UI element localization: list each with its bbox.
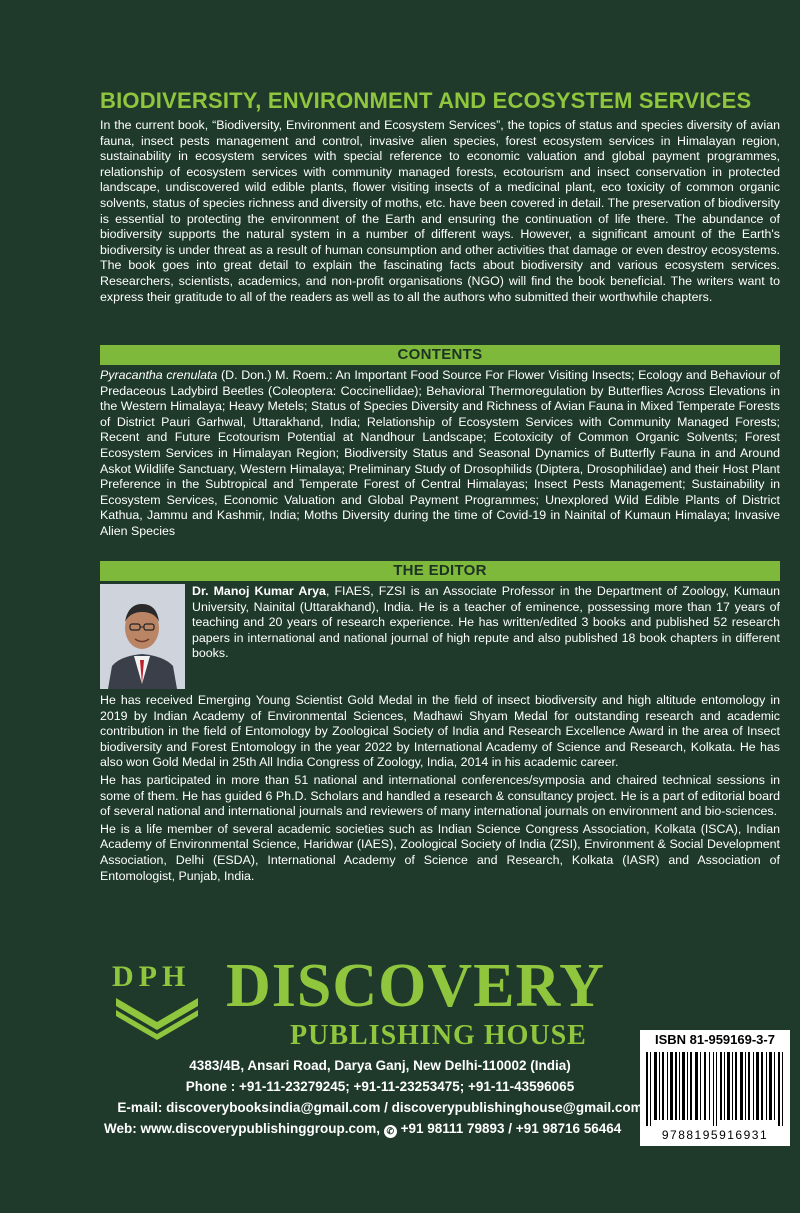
book-description: In the current book, “Biodiversity, Environment and Ecosystem Services”, the topics of status and species diversity of avian fauna, insect pests management and control, invasive alien species, forest ecosystem services in Himalayan region, sustainability in ecosystem services with special reference to economic valuation and global payment programmes, relationship of ecosystem services with community managed forests, ecotourism and insect conservation in protected landscape, undiscovered wild edible plants, flower visiting insects of a medicinal plant, eco toxicity of common organic solvents, status of species richness and diversity of moths, etc. have been covered in detail. The preservation of biodiversity is essential to protecting the environment of the Earth and ensuring the continuation of life there. The abundance of biodiversity supports the natural system in a number of different ways. However, a significant amount of the Earth's biodiversity is under threat as a result of human consumption and other activities that damage or even destroy ecosystems. The book goes into great detail to explain the fascinating facts about biodiversity and various ecosystem services. Researchers, scientists, academics, and non-profit organisations (NGO) will find the book beneficial. The writers want to express their gratitude to all of the readers as well as to all the authors who submitted their worthwhile chapters. (100, 118, 780, 304)
editor-name: Dr. Manoj Kumar Arya (192, 584, 326, 598)
publisher-book-icon (112, 996, 202, 1040)
editor-bio-4: He is a life member of several academic societies such as Indian Science Congress Association, Kolkata (ISCA), Indian Academy of Environmental Science, Haridwar (IAES), Zoological Society of India (ZSI), Environment & Social Development Association, Delhi (ESDA), International Academy of Science and Research, Kolkata (IASR) and Association of Entomologist, Punjab, India. (100, 821, 780, 883)
publisher-whatsapp: +91 98111 79893 / +91 98716 56464 (400, 1121, 622, 1136)
publisher-phone: Phone : +91-11-23279245; +91-11-23253475; +91-11-43596065 (185, 1079, 575, 1094)
publisher-web-line (104, 1121, 664, 1138)
contents-list (100, 368, 780, 540)
editor-bio-1: , FIAES, FZSI is an Associate Professor in the Department of Zoology, Kumaun University, Nainital (Uttarakhand), India. He is a teacher of eminence, possessing more than 17 years of teaching and 20 years of research experience. He has written/edited 3 books and published 52 research papers in international and national journal of high repute and also published 18 book chapters in different books. (192, 584, 780, 661)
contents-text: (D. Don.) M. Roem.: An Important Food Source For Flower Visiting Insects; Ecology and Behaviour of Predaceous Ladybird Beetles (Coleoptera: Coccinellidae); Behavioral Thermoregulation by Butterflies Across Elevations in the Western Himalaya; Heavy Metels; Status of Species Diversity and Richness of Avian Fauna in Mixed Temperate Forests of District Pauri Garhwal, Uttarakhand, India; Relationship of Ecosystem Services with Community Managed Forests; Recent and Future Ecotourism Potential at Nandhour Landscape; Ecotoxicity of Common Organic Solvents; Forest Ecosystem Services in Himalayan Region; Biodiversity Status and Seasonal Dynamics of Butterfly Fauna in and Around Askot Wildlife Sanctuary, Western Himalaya; Preliminary Study of Drosophilids (Diptera, Drosophilidae) and their Host Plant Preference in the Subtropical and Temperate Forest of Central Himalayas; Insect Pests Management; Sustainability in Ecosystem Services, Economic Valuation and Global Payment Programmes; Unexplored Wild Edible Plants of District Kathua, Jammu and Kashmir, India; Moths Diversity during the time of Covid-19 in Nainital of Kumaun Himalaya; Invasive Alien Species (100, 368, 780, 538)
publisher-web: Web: www.discoverypublishinggroup.com, (104, 1121, 381, 1136)
editor-bio-3: He has participated in more than 51 national and international conferences/symposia and chaired technical sessions in some of them. He has guided 6 Ph.D. Scholars and handled a research & consultancy project. He is a part of editorial board of several national and international journals and reviewers of many international journals on environment and bio-sciences. (100, 772, 780, 819)
editor-photo (100, 584, 185, 689)
barcode-icon (646, 1052, 784, 1126)
publisher-name: DISCOVERY (226, 952, 605, 1020)
book-title: BIODIVERSITY, ENVIRONMENT AND ECOSYSTEM SERVICES (100, 88, 752, 113)
isbn-barcode-number: 9788195916931 (661, 1128, 769, 1142)
editor-intro (192, 584, 780, 662)
isbn-label: ISBN 81-959169-3-7 (655, 1032, 775, 1047)
publisher-logo-abbr: DPH (112, 960, 191, 993)
editor-bio-rest (100, 693, 780, 886)
editor-bio-2: He has received Emerging Young Scientist Gold Medal in the field of insect biodiversity and high altitude entomology in 2019 by Indian Academy of Environmental Sciences, Madhawi Shyam Medal for outstanding research and academic contribution in the field of Entomology by Zoological Society of India and Research Excellence Award in the area of Insect biodiversity and Forest Entomology in the year 2022 by International Academy of Science and Research, Kolkata. He has also won Gold Medal in 25th All India Congress of Zoology, India, 2014 in his academic career. (100, 693, 780, 770)
editor-heading: THE EDITOR (100, 561, 780, 581)
publisher-name-line2: PUBLISHING HOUSE (290, 1020, 587, 1051)
whatsapp-icon: ✆ (384, 1125, 397, 1138)
publisher-email: E-mail: discoverybooksindia@gmail.com / discoverypublishinghouse@gmail.com (117, 1100, 643, 1115)
contents-lead-italic: Pyracantha crenulata (100, 368, 218, 382)
publisher-address: 4383/4B, Ansari Road, Darya Ganj, New Delhi-110002 (India) (189, 1058, 571, 1073)
contents-heading: CONTENTS (100, 345, 780, 365)
